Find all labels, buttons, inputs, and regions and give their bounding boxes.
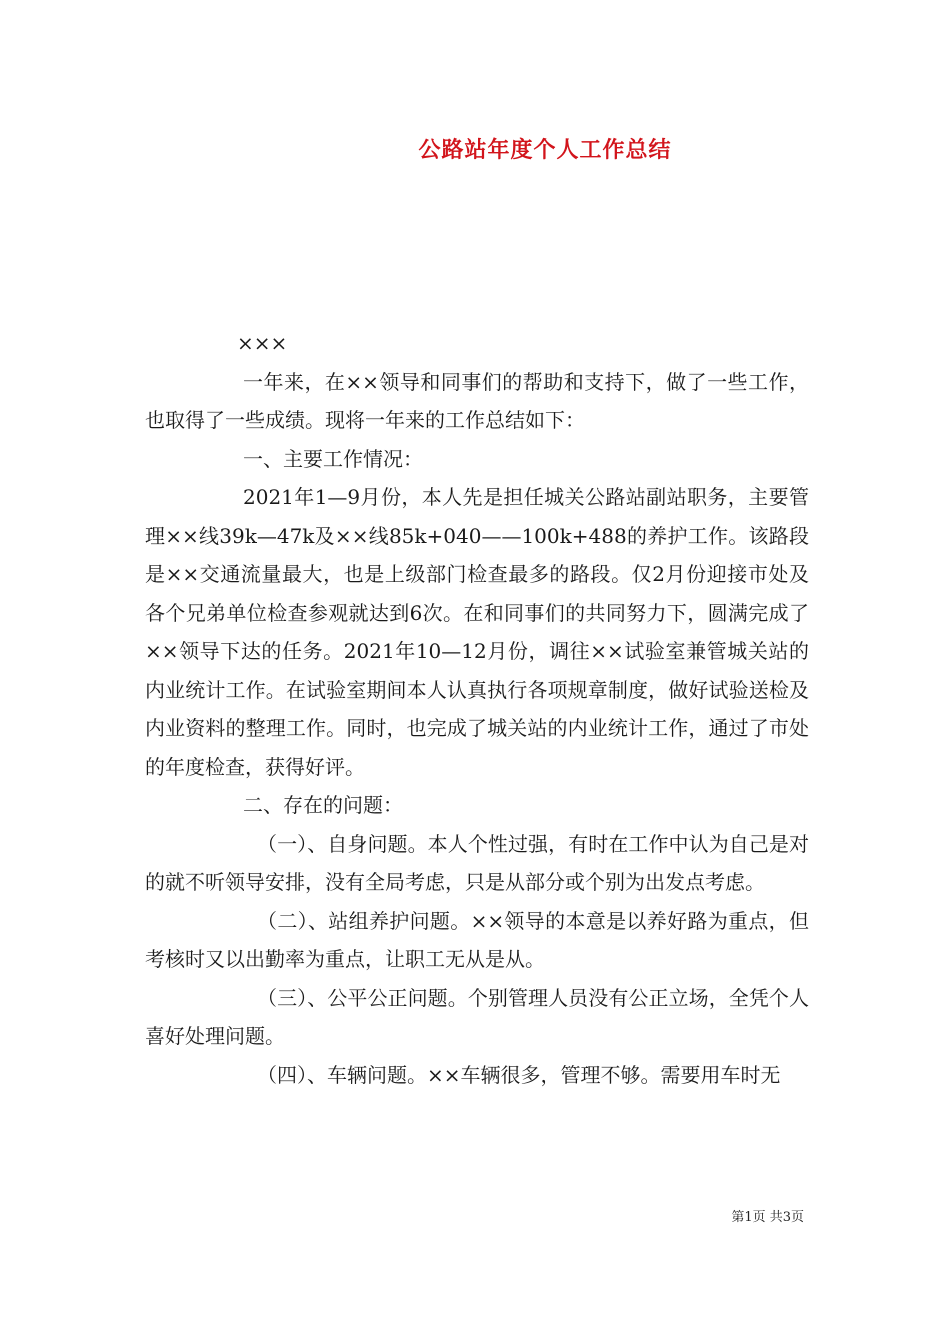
document-body: [145, 324, 809, 1094]
paragraph-problem-2: （二）、站组养护问题。××领导的本意是以养好路为重点，但考核时又以出勤率为重点，让职工无从是从。: [145, 908, 809, 971]
author-name: ×××: [237, 331, 288, 355]
page-number: 第1页 共3页: [731, 1210, 804, 1225]
paragraph-problem-4: （四）、车辆问题。××车辆很多，管理不够。需要用车时无: [257, 1062, 781, 1087]
document-title: 公路站年度个人工作总结: [418, 137, 672, 163]
section-heading-main-work: 一、主要工作情况：: [243, 446, 423, 471]
paragraph-problem-3: （三）、公平公正问题。个别管理人员没有公正立场，全凭个人喜好处理问题。: [145, 985, 809, 1048]
paragraph-intro: 一年来，在××领导和同事们的帮助和支持下，做了一些工作，也取得了一些成绩。现将一年来的工作总结如下：: [145, 369, 809, 432]
section-heading-problems: 二、存在的问题：: [243, 793, 403, 817]
paragraph-problem-1: （一）、自身问题。本人个性过强，有时在工作中认为自己是对的就不听领导安排，没有全局考虑，只是从部分或个别为出发点考虑。: [145, 831, 809, 894]
paragraph-main-work: 2021年1—9月份，本人先是担任城关公路站副站职务，主要管理××线39k—47k及××线85k+040——100k+488的养护工作。该路段是××交通流量最大，也是上级部门检查最多的路段。仅2月份迎接市处及各个兄弟单位检查参观就达到6次。在和同事们的共同努力下，圆满完成了××领导下达的任务。2021年10—12月份，调往××试验室兼管城关站的内业统计工作。在试验室期间本人认真执行各项规章制度，做好试验送检及内业资料的整理工作。同时，也完成了城关站的内业统计工作，通过了市处的年度检查，获得好评。: [145, 485, 809, 779]
